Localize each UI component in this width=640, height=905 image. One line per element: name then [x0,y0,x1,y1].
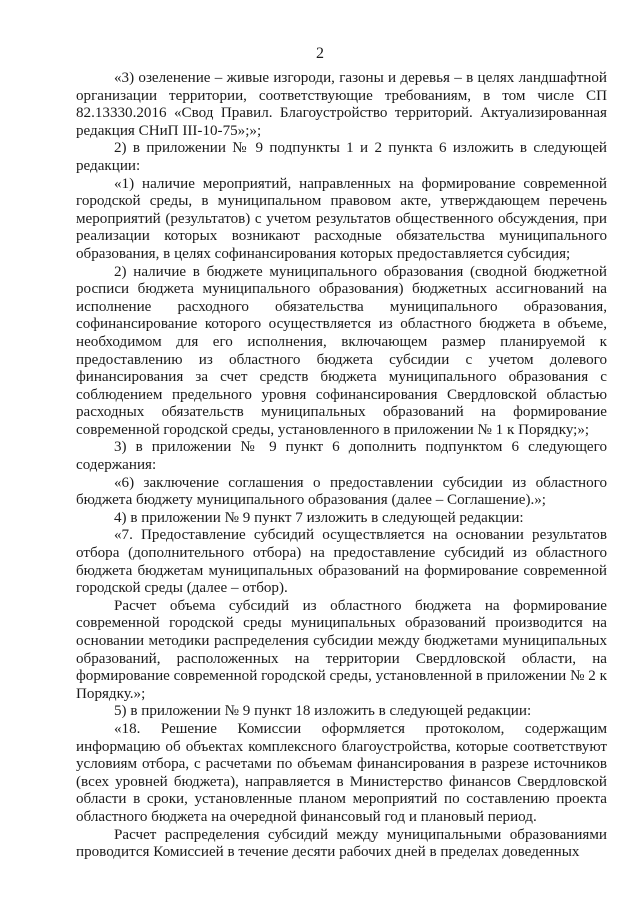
paragraph: Расчет распределения субсидий между муниципальными образованиями проводится Комиссией в течение десяти рабочих дней в пределах доведенных [76,826,607,861]
paragraph: 4) в приложении № 9 пункт 7 изложить в следующей редакции: [114,509,524,526]
paragraph: «3) озеленение – живые изгороди, газоны и деревья – в целях ландшафтной организации территории, соответствующие требованиям, в том числе СП 82.13330.2016 «Свод Правил. Благоустройство территорий. Актуализированная редакция СНиП III-10-75»;»; [76,70,607,139]
paragraph: 5) в приложении № 9 пункт 18 изложить в следующей редакции: [114,703,532,720]
paragraph: «1) наличие мероприятий, направленных на формирование современной городской среды, в муниципальном правовом акте, утверждающем перечень мероприятий (результатов) с учетом результатов общественного обсуждения, при реализации которых возникают расходные обязательства муниципального образования, в целях софинансирования которых предоставляется субсидия; [76,175,607,262]
paragraph: «7. Предоставление субсидий осуществляется на основании результатов отбора (дополнительного отбора) на предоставление субсидий из областного бюджета бюджетам муниципальных образований на формирование современной городской среды (далее – отбор). [76,527,607,597]
paragraph: Расчет объема субсидий из областного бюджета на формирование современной городской среды муниципальных образований производится на основании методики распределения субсидии между бюджетами муниципальных образований, расположенных на территории Свердловской области, на формирование современной городской среды, установленной в приложении № 2 к Порядку.»; [76,597,607,702]
paragraph: «6) заключение соглашения о предоставлении субсидии из областного бюджета бюджету муниципального образования (далее – Соглашение).»; [76,474,607,509]
page-number: 2 [316,45,324,62]
paragraph: 3) в приложении № 9 пункт 6 дополнить подпунктом 6 следующего содержания: [76,439,607,474]
paragraph: «18. Решение Комиссии оформляется протоколом, содержащим информацию об объектах комплексного благоустройства, которые соответствуют условиям отбора, с расчетами по объемам финансирования в разрезе источников (всех уровней бюджета), направляется в Министерство финансов Свердловской области в сроки, установленные планом мероприятий по составлению проекта областного бюджета на очередной финансовый год и плановый период. [76,720,607,825]
paragraph: 2) наличие в бюджете муниципального образования (сводной бюджетной росписи бюджета муниципального образования) бюджетных ассигнований на исполнение расходного обязательства муниципального образования, софинансирование которого осуществляется из областного бюджета в объеме, необходимом для его исполнения, включающем размер планируемой к предоставлению из областного бюджета субсидии с учетом долевого финансирования за счет средств бюджета муниципального образования с соблюдением предельного уровня софинансирования Свердловской областью расходных обязательств муниципальных образований на формирование современной городской среды, установленного в приложении № 1 к Порядку;»; [76,263,607,438]
paragraph: 2) в приложении № 9 подпункты 1 и 2 пункта 6 изложить в следующей редакции: [76,140,607,174]
document-body [76,70,607,862]
